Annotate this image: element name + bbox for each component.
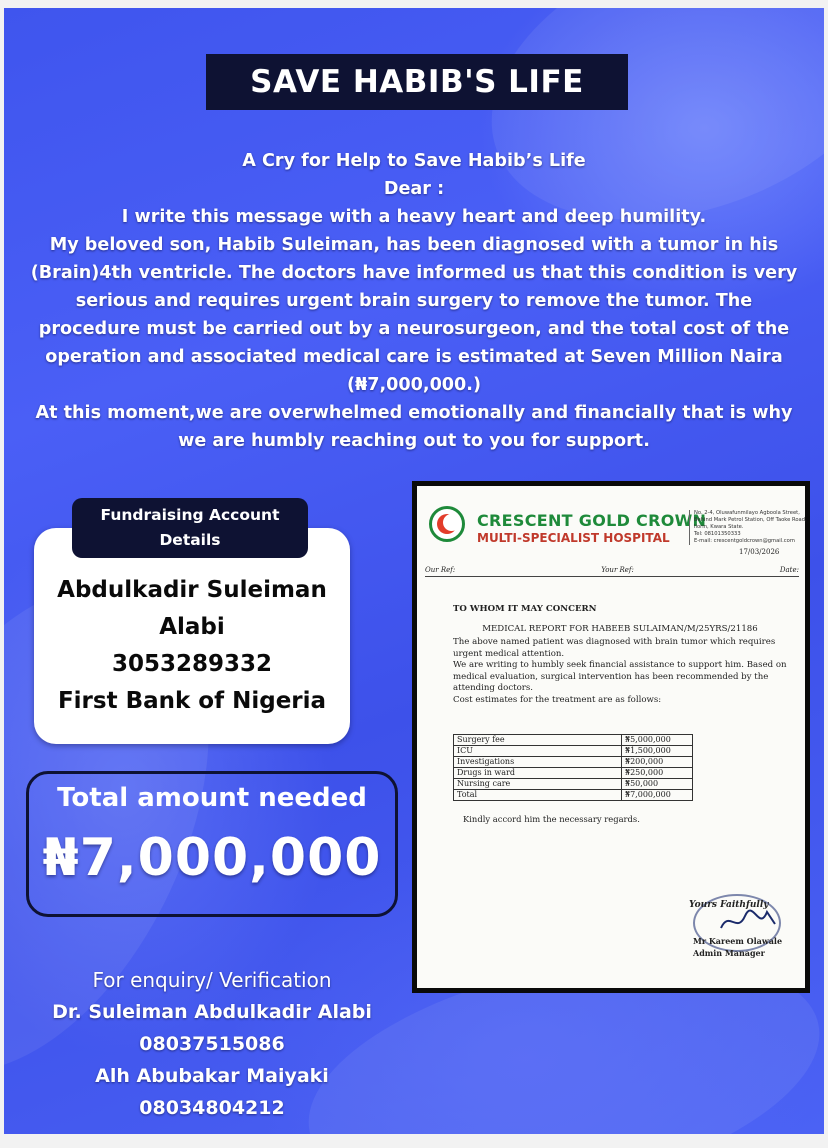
table-row	[454, 735, 693, 746]
report-body	[453, 604, 787, 706]
report-subject: MEDICAL REPORT FOR HABEEB SULAIMAN/M/25YRS/21186	[482, 623, 758, 634]
cost-item: Drugs in ward	[454, 768, 622, 779]
cost-item: ICU	[454, 746, 622, 757]
report-paragraph: Cost estimates for the treatment are as follows:	[453, 694, 662, 705]
hospital-logo-icon	[429, 506, 465, 542]
cost-item: Nursing care	[454, 779, 622, 790]
cost-item: Total	[454, 790, 622, 801]
cost-item: Surgery fee	[454, 735, 622, 746]
total-amount: ₦7,000,000	[42, 828, 382, 888]
letter-salutation: Dear :	[383, 179, 445, 199]
table-row	[454, 746, 693, 757]
cost-amount: ₦50,000	[622, 779, 693, 790]
account-name: Alabi	[159, 614, 225, 640]
cost-table	[453, 734, 693, 801]
medical-report	[412, 481, 810, 993]
table-row	[454, 768, 693, 779]
cost-amount: ₦250,000	[622, 768, 693, 779]
signatory-title: Admin Manager	[693, 948, 765, 958]
hospital-name-line1: CRESCENT GOLD CROWN	[477, 511, 707, 530]
reference-row	[425, 566, 799, 577]
signature-icon	[719, 906, 779, 936]
contact-phone: 08037515086	[139, 1033, 285, 1055]
appeal-letter	[22, 147, 806, 455]
letter-paragraph: At this moment,we are overwhelmed emotionally and financially that is why we are humbly reaching out to you for support.	[35, 403, 793, 451]
date-label: Date:	[779, 566, 799, 574]
letter-heading: A Cry for Help to Save Habib’s Life	[242, 151, 586, 171]
cost-amount: ₦1,500,000	[622, 746, 693, 757]
hospital-address: No. 2-4, Oluwafunmilayo Agboola Street, Behind Mark Petrol Station, Off Taoke Road, Ilorin, Kwara State. Tel: 08101350333 E-mail: crescentgoldcrown@gmail.com	[689, 510, 810, 545]
cost-amount: ₦7,000,000	[622, 790, 693, 801]
cost-amount: ₦5,000,000	[622, 735, 693, 746]
medical-report-page	[417, 486, 805, 988]
account-name: Abdulkadir Suleiman	[57, 577, 327, 603]
your-ref: Your Ref:	[601, 566, 634, 574]
contact-name: Alh Abubakar Maiyaki	[95, 1065, 329, 1087]
report-paragraph: We are writing to humbly seek financial assistance to support him. Based on medical evaluation, surgical intervention has been recommended by the attending doctors.	[453, 660, 787, 693]
our-ref: Our Ref:	[425, 566, 456, 574]
cost-amount: ₦200,000	[622, 757, 693, 768]
report-date: 17/03/2026	[739, 548, 780, 556]
account-header: Fundraising Account Details	[72, 498, 308, 558]
cost-item: Investigations	[454, 757, 622, 768]
enquiry-section	[26, 964, 398, 1124]
page-title: SAVE HABIB'S LIFE	[206, 54, 628, 110]
bank-name: First Bank of Nigeria	[57, 688, 327, 714]
account-number: 3053289332	[111, 651, 273, 677]
account-details	[34, 572, 350, 720]
table-row	[454, 779, 693, 790]
report-regards: Kindly accord him the necessary regards.	[463, 814, 640, 824]
report-paragraph: The above named patient was diagnosed with brain tumor which requires urgent medical attention.	[453, 637, 776, 659]
letter-paragraph: My beloved son, Habib Suleiman, has been diagnosed with a tumor in his (Brain)4th ventricle. The doctors have informed us that this condition is very serious and requires urgent brain surgery to remove the tumor. The procedure must be carried out by a neurosurgeon, and the total cost of the operation and associated medical care is estimated at Seven Million Naira (₦7,000,000.)	[30, 235, 798, 395]
contact-phone: 08034804212	[139, 1097, 285, 1119]
signatory-name: Mr Kareem Olawale	[693, 936, 783, 946]
letter-paragraph: I write this message with a heavy heart and deep humility.	[121, 207, 707, 227]
enquiry-label: For enquiry/ Verification	[92, 968, 332, 992]
total-label: Total amount needed	[57, 783, 367, 813]
table-row	[454, 757, 693, 768]
hospital-name	[477, 512, 706, 546]
report-salutation: TO WHOM IT MAY CONCERN	[453, 604, 597, 614]
yours-faithfully: Yours Faithfully	[689, 900, 769, 910]
signature-block	[679, 888, 795, 968]
hospital-name-line2: MULTI-SPECIALIST HOSPITAL	[477, 531, 670, 545]
total-amount-box	[26, 771, 398, 917]
fundraising-poster	[4, 8, 824, 1134]
contact-name: Dr. Suleiman Abdulkadir Alabi	[52, 1001, 372, 1023]
table-row	[454, 790, 693, 801]
